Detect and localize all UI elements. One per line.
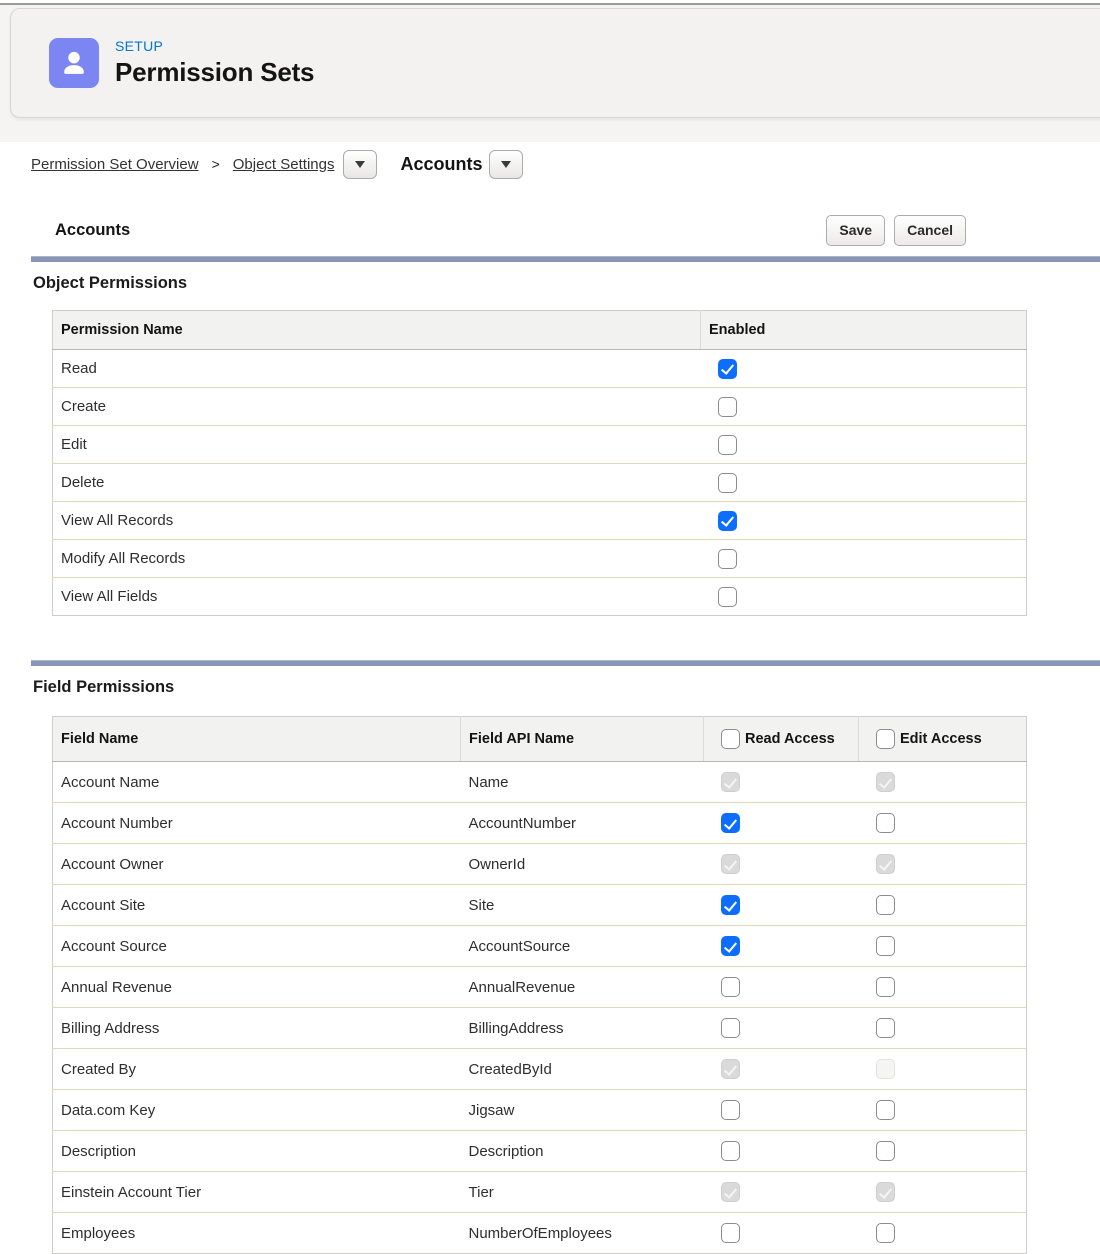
edit-access-checkbox[interactable] — [876, 1100, 895, 1120]
field-api-name-cell: Site — [461, 885, 704, 926]
enabled-cell — [701, 540, 1027, 578]
edit-access-cell — [859, 1049, 1027, 1090]
enabled-checkbox[interactable] — [718, 473, 737, 493]
edit-access-checkbox[interactable] — [876, 813, 895, 833]
field-permissions-table — [52, 716, 1027, 1254]
permission-name-cell: View All Records — [53, 502, 701, 540]
edit-access-cell — [859, 803, 1027, 844]
breadcrumb-permission-set-overview-link[interactable]: Permission Set Overview — [31, 155, 199, 173]
permission-name-cell: Edit — [53, 426, 701, 464]
edit-access-cell — [859, 1213, 1027, 1254]
read-access-checkbox[interactable] — [721, 1100, 740, 1120]
field-permission-row — [53, 967, 1027, 1008]
field-name-cell: Account Source — [53, 926, 461, 967]
enabled-checkbox[interactable] — [718, 587, 737, 607]
enabled-cell — [701, 388, 1027, 426]
enabled-cell — [701, 350, 1027, 388]
enabled-checkbox[interactable] — [718, 435, 737, 455]
field-name-cell: Account Number — [53, 803, 461, 844]
field-permissions-table-body — [53, 762, 1027, 1254]
field-api-name-cell: OwnerId — [461, 844, 704, 885]
setup-eyebrow: SETUP — [115, 38, 164, 54]
enabled-checkbox[interactable] — [718, 511, 737, 531]
read-access-checkbox[interactable] — [721, 813, 740, 833]
object-permission-row — [53, 426, 1027, 464]
edit-access-checkbox[interactable] — [876, 1223, 895, 1243]
column-header-permission-name: Permission Name — [53, 311, 701, 350]
edit-access-checkbox — [876, 1182, 895, 1202]
user-icon — [58, 47, 90, 79]
read-access-cell — [704, 967, 859, 1008]
field-api-name-cell: Name — [468, 773, 509, 791]
read-access-select-all-checkbox[interactable] — [721, 729, 740, 749]
column-header-field-name: Field Name — [53, 717, 461, 762]
field-name-cell: Description — [53, 1131, 461, 1172]
entity-title-row — [55, 214, 966, 246]
section-divider-bar — [31, 660, 1100, 666]
entity-title: Accounts — [55, 220, 131, 239]
enabled-checkbox[interactable] — [718, 549, 737, 569]
read-access-checkbox[interactable] — [721, 936, 740, 956]
field-api-name-cell: Tier — [461, 1172, 704, 1213]
edit-access-cell — [859, 926, 1027, 967]
field-name-cell: Einstein Account Tier — [53, 1172, 461, 1213]
edit-access-select-all-checkbox[interactable] — [876, 729, 895, 749]
field-name-cell: Account Name — [61, 773, 160, 791]
object-permission-row — [53, 540, 1027, 578]
read-access-cell — [704, 1172, 859, 1213]
enabled-cell — [701, 464, 1027, 502]
read-access-checkbox[interactable] — [721, 1223, 740, 1243]
cancel-button[interactable]: Cancel — [894, 215, 966, 246]
edit-access-cell — [859, 762, 1027, 803]
edit-access-checkbox — [876, 854, 895, 874]
column-header-field-api-name: Field API Name — [461, 717, 704, 762]
field-permission-row — [53, 1049, 1027, 1090]
edit-access-cell — [859, 844, 1027, 885]
read-access-checkbox[interactable] — [721, 977, 740, 997]
edit-access-cell — [859, 1172, 1027, 1213]
setup-header-card — [10, 8, 1100, 118]
object-permission-row — [53, 388, 1027, 426]
read-access-cell — [704, 926, 859, 967]
enabled-cell — [701, 502, 1027, 540]
read-access-checkbox[interactable] — [721, 1141, 740, 1161]
chevron-down-icon — [355, 161, 365, 168]
field-permissions-section-title: Field Permissions — [33, 678, 175, 696]
breadcrumb-current-accounts: Accounts — [400, 153, 483, 174]
read-access-cell — [704, 885, 859, 926]
permission-name-cell: Read — [61, 360, 97, 377]
field-api-name-cell: CreatedById — [461, 1049, 704, 1090]
field-name-cell: Created By — [53, 1049, 461, 1090]
field-api-name-cell: AnnualRevenue — [461, 967, 704, 1008]
edit-access-cell — [859, 885, 1027, 926]
permission-name-cell: Create — [53, 388, 701, 426]
read-access-checkbox — [721, 1182, 740, 1202]
column-header-enabled: Enabled — [701, 311, 1027, 350]
read-access-cell — [704, 1090, 859, 1131]
field-name-cell: Billing Address — [53, 1008, 461, 1049]
permission-name-cell: Delete — [53, 464, 701, 502]
object-permissions-table-body — [53, 350, 1027, 616]
read-access-cell — [704, 1131, 859, 1172]
column-header-edit-access — [859, 717, 1027, 762]
edit-access-cell — [859, 1008, 1027, 1049]
object-permissions-table — [52, 310, 1027, 616]
edit-access-label: Edit Access — [900, 731, 982, 747]
object-permissions-table-header — [53, 311, 1027, 350]
edit-access-checkbox[interactable] — [876, 1141, 895, 1161]
edit-access-checkbox — [876, 772, 895, 792]
accounts-dropdown-button[interactable] — [489, 150, 523, 179]
read-access-checkbox[interactable] — [721, 895, 740, 915]
breadcrumb-object-settings-link[interactable]: Object Settings — [232, 155, 335, 173]
edit-access-cell — [859, 1131, 1027, 1172]
field-api-name-cell: BillingAddress — [461, 1008, 704, 1049]
edit-access-checkbox[interactable] — [876, 1018, 895, 1038]
read-access-checkbox — [721, 772, 740, 792]
edit-access-checkbox[interactable] — [876, 895, 895, 915]
enabled-cell — [701, 578, 1027, 616]
edit-access-checkbox[interactable] — [876, 936, 895, 956]
column-header-read-access — [704, 717, 859, 762]
action-buttons — [826, 215, 966, 246]
setup-header-text — [115, 38, 314, 88]
permission-name-cell: View All Fields — [53, 578, 701, 616]
read-access-cell — [704, 844, 859, 885]
object-permission-row — [53, 578, 1027, 616]
read-access-checkbox — [721, 854, 740, 874]
field-permission-row — [53, 762, 1027, 803]
field-name-cell: Account Site — [53, 885, 461, 926]
object-permission-row — [53, 464, 1027, 502]
field-permissions-table-header — [53, 717, 1027, 762]
field-name-cell: Account Owner — [53, 844, 461, 885]
field-api-name-cell: Jigsaw — [461, 1090, 704, 1131]
save-button[interactable]: Save — [826, 215, 885, 246]
field-api-name-cell: AccountNumber — [461, 803, 704, 844]
enabled-checkbox[interactable] — [718, 397, 737, 417]
read-access-label: Read Access — [745, 731, 835, 747]
object-permission-row — [53, 350, 1027, 388]
read-access-cell — [704, 1213, 859, 1254]
field-permission-row — [53, 1213, 1027, 1254]
enabled-checkbox[interactable] — [718, 359, 737, 379]
field-permission-row — [53, 844, 1027, 885]
edit-access-cell — [859, 967, 1027, 1008]
field-api-name-cell: AccountSource — [461, 926, 704, 967]
field-permission-row — [53, 803, 1027, 844]
object-settings-dropdown-button[interactable] — [343, 150, 377, 179]
field-permission-row — [53, 1008, 1027, 1049]
read-access-cell — [704, 1049, 859, 1090]
read-access-cell — [704, 803, 859, 844]
field-name-cell: Data.com Key — [53, 1090, 461, 1131]
read-access-checkbox[interactable] — [721, 1018, 740, 1038]
field-name-cell: Annual Revenue — [53, 967, 461, 1008]
object-permission-row — [53, 502, 1027, 540]
breadcrumb — [31, 148, 1100, 180]
field-api-name-cell: NumberOfEmployees — [461, 1213, 704, 1254]
breadcrumb-separator: > — [211, 156, 220, 172]
read-access-cell — [704, 1008, 859, 1049]
permission-name-cell: Modify All Records — [53, 540, 701, 578]
field-api-name-cell: Description — [461, 1131, 704, 1172]
page-title: Permission Sets — [115, 57, 315, 87]
field-permission-row — [53, 926, 1027, 967]
enabled-cell — [701, 426, 1027, 464]
permission-sets-user-icon — [49, 38, 99, 88]
edit-access-cell — [859, 1090, 1027, 1131]
read-access-cell — [704, 762, 859, 803]
field-permission-row — [53, 1090, 1027, 1131]
main-content — [0, 142, 1100, 1254]
chevron-down-icon — [501, 161, 511, 168]
object-permissions-section-title: Object Permissions — [33, 274, 188, 292]
edit-access-checkbox[interactable] — [876, 977, 895, 997]
edit-access-checkbox — [876, 1059, 895, 1079]
read-access-checkbox — [721, 1059, 740, 1079]
section-divider-bar — [31, 256, 1100, 262]
field-name-cell: Employees — [53, 1213, 461, 1254]
field-permission-row — [53, 1172, 1027, 1213]
field-permission-row — [53, 1131, 1027, 1172]
field-permission-row — [53, 885, 1027, 926]
